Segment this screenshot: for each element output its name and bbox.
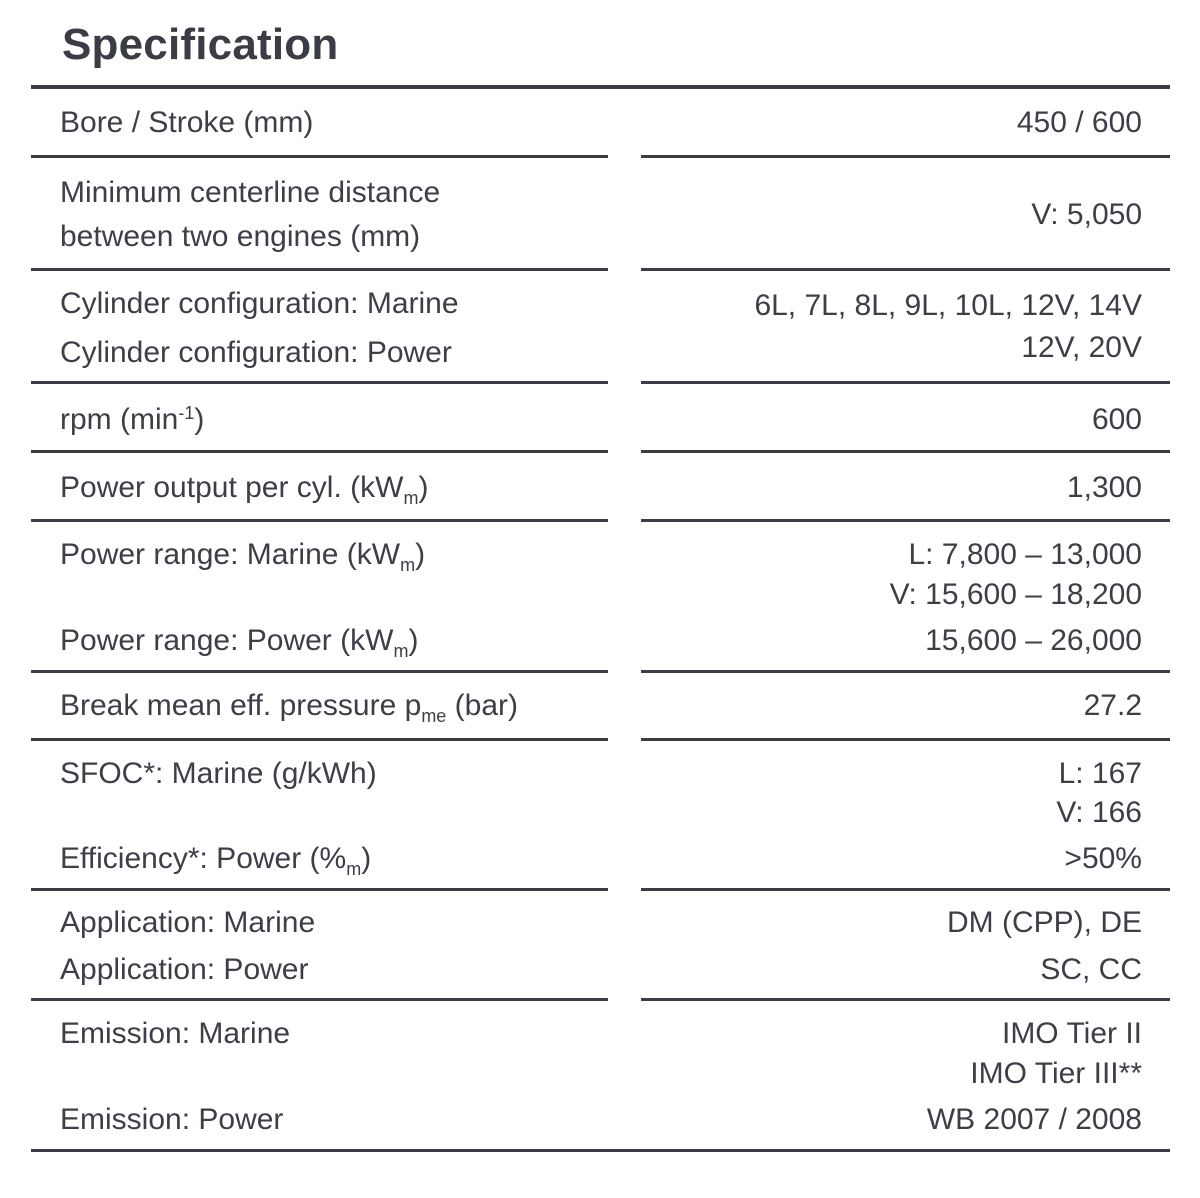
spec-value-emission-tier3: IMO Tier III** <box>970 1057 1142 1090</box>
row-divider-left <box>31 738 608 741</box>
spec-label-app-power: Application: Power <box>60 953 309 986</box>
spec-value-emission-power: WB 2007 / 2008 <box>926 1103 1142 1136</box>
spec-value-cyl-marine: 6L, 7L, 8L, 9L, 10L, 12V, 14V <box>754 289 1142 322</box>
spec-label-range-marine: Power range: Marine $(kW_m)$ <box>60 538 426 575</box>
row-divider-left <box>31 155 608 158</box>
spec-label-emission-power: Emission: Power <box>60 1103 284 1136</box>
row-divider-left <box>31 519 608 522</box>
table-bottom-rule <box>31 1149 1170 1152</box>
spec-value-sfoc-l: L: 167 <box>1058 757 1142 790</box>
spec-label-app-marine: Application: Marine <box>60 906 316 939</box>
spec-value-cyl-power: 12V, 20V <box>1021 331 1142 364</box>
row-divider-left <box>31 381 608 384</box>
spec-value-range-power: 15,600 – 26,000 <box>925 624 1142 657</box>
spec-value-bmep: 27.2 <box>1083 689 1142 722</box>
spec-value-efficiency: >50% <box>1064 842 1142 875</box>
spec-value-emission-tier2: IMO Tier II <box>1001 1017 1142 1050</box>
spec-label-centerline-1: Minimum centerline distance <box>60 176 441 209</box>
spec-label-bore-stroke: Bore / Stroke (mm) <box>60 106 314 139</box>
title-rule <box>31 85 1170 89</box>
spec-label-range-power: Power range: Power $(kW_m)$ <box>60 624 419 661</box>
spec-label-cyl-marine: Cylinder configuration: Marine <box>60 287 459 320</box>
spec-value-centerline: V: 5,050 <box>1031 198 1142 231</box>
spec-value-power-per-cyl: 1,300 <box>1066 471 1142 504</box>
row-divider-right <box>641 998 1170 1001</box>
spec-label-power-per-cyl: Power output per cyl. $(kW_m)$ <box>60 471 429 508</box>
spec-value-range-marine-v: V: 15,600 – 18,200 <box>889 578 1142 611</box>
spec-value-bore-stroke: 450 / 600 <box>1016 106 1142 139</box>
row-divider-left <box>31 998 608 1001</box>
row-divider-right <box>641 888 1170 891</box>
spec-value-app-power: SC, CC <box>1040 953 1142 986</box>
spec-label-rpm: rpm $(\min^{-1})$ <box>60 403 205 436</box>
spec-value-rpm: 600 <box>1091 403 1142 436</box>
spec-label-bmep: Break mean eff. pressure $p_{me}$ (bar) <box>60 689 519 726</box>
spec-value-sfoc-v: V: 166 <box>1056 796 1142 829</box>
row-divider-left <box>31 450 608 453</box>
spec-label-efficiency: Efficiency*: Power $(\%_m)$ <box>60 842 372 879</box>
row-divider-right <box>641 155 1170 158</box>
row-divider-right <box>641 268 1170 271</box>
spec-label-emission-marine: Emission: Marine <box>60 1017 291 1050</box>
page-title: Specification <box>62 20 339 69</box>
row-divider-right <box>641 381 1170 384</box>
spec-label-sfoc: SFOC*: Marine (g/kWh) <box>60 757 377 790</box>
spec-value-app-marine: DM (CPP), DE <box>947 906 1142 939</box>
row-divider-left <box>31 888 608 891</box>
row-divider-right <box>641 450 1170 453</box>
row-divider-left <box>31 268 608 271</box>
spec-label-centerline-2: between two engines (mm) <box>60 220 421 253</box>
spec-label-cyl-power: Cylinder configuration: Power <box>60 336 452 369</box>
row-divider-right <box>641 670 1170 673</box>
row-divider-left <box>31 670 608 673</box>
spec-value-range-marine-l: L: 7,800 – 13,000 <box>908 538 1142 571</box>
row-divider-right <box>641 519 1170 522</box>
row-divider-right <box>641 738 1170 741</box>
